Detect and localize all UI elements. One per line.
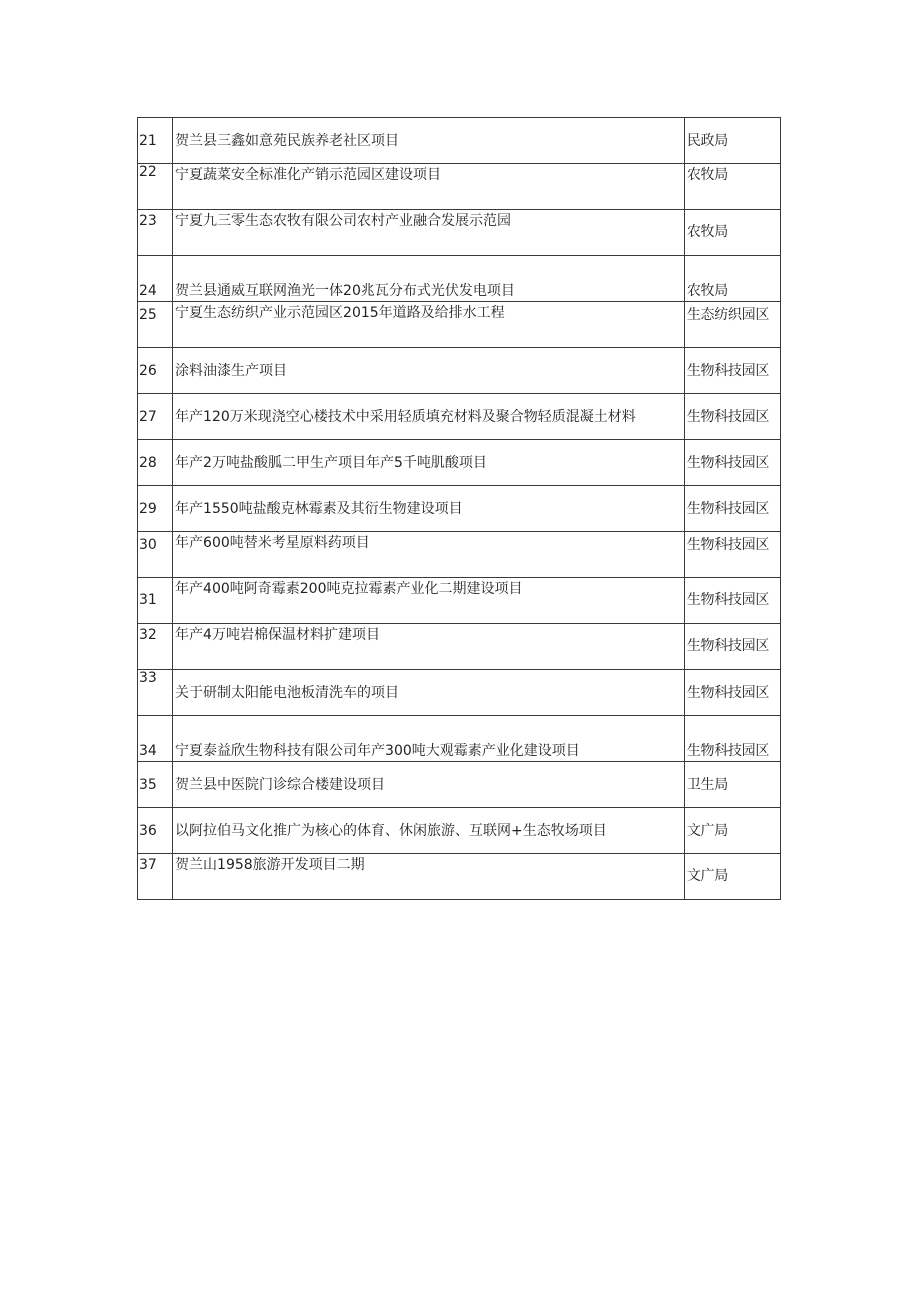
department: 生物科技园区: [684, 486, 780, 532]
project-name: 年产400吨阿奇霉素200吨克拉霉素产业化二期建设项目: [173, 578, 685, 624]
project-name: 宁夏九三零生态农牧有限公司农村产业融合发展示范园: [173, 210, 685, 256]
project-name: 涂料油漆生产项目: [173, 348, 685, 394]
department: 农牧局: [684, 256, 780, 302]
table-row: [138, 348, 781, 394]
table-row: [138, 210, 781, 256]
row-number: 34: [138, 716, 173, 762]
project-name: 宁夏蔬菜安全标准化产销示范园区建设项目: [173, 164, 685, 210]
table-row: [138, 256, 781, 302]
project-name: 关于研制太阳能电池板清洗车的项目: [173, 670, 685, 716]
department: 生物科技园区: [684, 532, 780, 578]
project-name: 以阿拉伯马文化推广为核心的体育、休闲旅游、互联网+生态牧场项目: [173, 808, 685, 854]
project-name: 贺兰山1958旅游开发项目二期: [173, 854, 685, 900]
table-row: [138, 670, 781, 716]
project-name: 年产2万吨盐酸胍二甲生产项目年产5千吨肌酸项目: [173, 440, 685, 486]
project-name: 贺兰县三鑫如意苑民族养老社区项目: [173, 118, 685, 164]
row-number: 29: [138, 486, 173, 532]
row-number: 24: [138, 256, 173, 302]
row-number: 37: [138, 854, 173, 900]
project-name: 年产4万吨岩棉保温材料扩建项目: [173, 624, 685, 670]
department: 卫生局: [684, 762, 780, 808]
department: 生态纺织园区: [684, 302, 780, 348]
row-number: 35: [138, 762, 173, 808]
table-row: [138, 578, 781, 624]
department: 农牧局: [684, 210, 780, 256]
row-number: 31: [138, 578, 173, 624]
department: 生物科技园区: [684, 440, 780, 486]
project-name: 贺兰县中医院门诊综合楼建设项目: [173, 762, 685, 808]
table-row: [138, 440, 781, 486]
project-name: 宁夏生态纺织产业示范园区2015年道路及给排水工程: [173, 302, 685, 348]
row-number: 27: [138, 394, 173, 440]
table-row: [138, 762, 781, 808]
department: 民政局: [684, 118, 780, 164]
row-number: 25: [138, 302, 173, 348]
department: 生物科技园区: [684, 578, 780, 624]
project-name: 年产600吨替米考星原料药项目: [173, 532, 685, 578]
department: 生物科技园区: [684, 716, 780, 762]
table-row: [138, 394, 781, 440]
row-number: 32: [138, 624, 173, 670]
row-number: 23: [138, 210, 173, 256]
row-number: 30: [138, 532, 173, 578]
table-row: [138, 854, 781, 900]
project-name: 宁夏泰益欣生物科技有限公司年产300吨大观霉素产业化建设项目: [173, 716, 685, 762]
table-row: [138, 624, 781, 670]
row-number: 33: [138, 670, 173, 716]
row-number: 21: [138, 118, 173, 164]
department: 生物科技园区: [684, 670, 780, 716]
project-name: 贺兰县通威互联网渔光一体20兆瓦分布式光伏发电项目: [173, 256, 685, 302]
table-row: [138, 164, 781, 210]
table-row: [138, 486, 781, 532]
row-number: 36: [138, 808, 173, 854]
table-row: [138, 716, 781, 762]
project-table: [137, 117, 781, 900]
department: 生物科技园区: [684, 348, 780, 394]
department: 生物科技园区: [684, 394, 780, 440]
row-number: 28: [138, 440, 173, 486]
department: 文广局: [684, 854, 780, 900]
department: 文广局: [684, 808, 780, 854]
row-number: 22: [138, 164, 173, 210]
table-row: [138, 808, 781, 854]
project-name: 年产1550吨盐酸克林霉素及其衍生物建设项目: [173, 486, 685, 532]
table-row: [138, 118, 781, 164]
project-name: 年产120万米现浇空心楼技术中采用轻质填充材料及聚合物轻质混凝土材料: [173, 394, 685, 440]
department: 农牧局: [684, 164, 780, 210]
table-row: [138, 532, 781, 578]
table-row: [138, 302, 781, 348]
department: 生物科技园区: [684, 624, 780, 670]
row-number: 26: [138, 348, 173, 394]
